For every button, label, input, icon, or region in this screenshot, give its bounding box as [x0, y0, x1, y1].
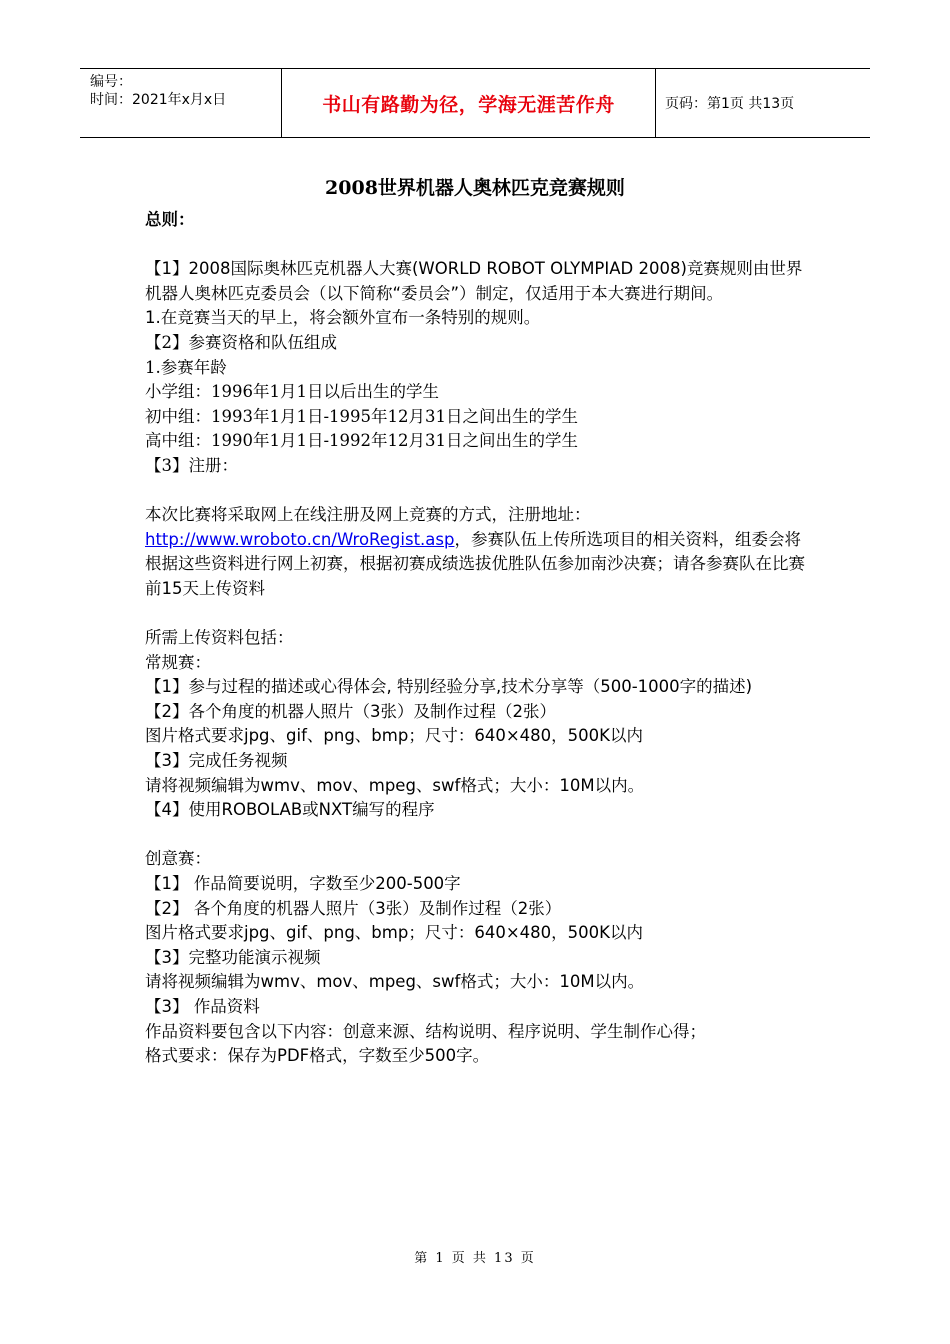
list-item: 请将视频编辑为wmv、mov、mpeg、swf格式；大小：10M以内。	[145, 972, 645, 992]
header-motto: 书山有路勤为径，学海无涯苦作舟	[322, 93, 615, 116]
list-item: 【2】各个角度的机器人照片（3张）及制作过程（2张）	[145, 701, 556, 721]
list-item: 【2】 各个角度的机器人照片（3张）及制作过程（2张）	[145, 898, 562, 918]
registration-heading: 【3】注册：	[145, 455, 238, 475]
list-item: 作品资料要包含以下内容：创意来源、结构说明、程序说明、学生制作心得；	[145, 1021, 706, 1041]
list-item: 【3】完整功能演示视频	[145, 947, 321, 967]
list-item: 【1】 作品简要说明，字数至少200-500字	[145, 874, 461, 894]
list-item: 【3】完成任务视频	[145, 751, 288, 771]
section-heading: 总则：	[145, 210, 195, 229]
page-footer: 第 1 页 共 13 页	[414, 1251, 536, 1266]
qualification-heading: 【2】参赛资格和队伍组成	[145, 332, 337, 352]
document-title: 2008世界机器人奥林匹克竞赛规则	[325, 177, 625, 199]
regular-heading: 常规赛：	[145, 652, 211, 672]
document-number-label: 编号：	[90, 74, 132, 90]
intro-paragraph: 【1】2008国际奥林匹克机器人大赛(WORLD ROBOT OLYMPIAD 2008)竞赛规则由世界机器人奥林匹克委员会（以下简称“委员会”）制定，仅适用于本大赛进行期间。	[145, 259, 803, 303]
header-meta	[80, 69, 280, 137]
rule-line: 1.在竞赛当天的早上，将会额外宣布一条特别的规则。	[145, 308, 541, 328]
creative-heading: 创意赛：	[145, 849, 211, 869]
upload-heading: 所需上传资料包括：	[145, 628, 294, 648]
primary-group: 小学组：1996年1月1日以后出生的学生	[145, 382, 439, 402]
junior-group: 初中组：1993年1月1日-1995年12月31日之间出生的学生	[145, 406, 579, 426]
list-item: 格式要求：保存为PDF格式，字数至少500字。	[145, 1046, 490, 1066]
document-body	[145, 208, 815, 1069]
document-date: 时间：2021年x月x日	[90, 92, 227, 108]
list-item: 图片格式要求jpg、gif、png、bmp；尺寸：640×480，500K以内	[145, 923, 643, 943]
registration-paragraph	[145, 503, 815, 601]
list-item: 【1】参与过程的描述或心得体会, 特别经验分享,技术分享等（500-1000字的描述)	[145, 677, 753, 697]
registration-text-before: 本次比赛将采取网上在线注册及网上竞赛的方式，注册地址：	[145, 505, 591, 525]
registration-text-after: ，参赛队伍上传所选项目的相关资料，组委会将根据这些资料进行网上初赛，根据初赛成绩选拔优胜队伍参加南沙决赛；请各参赛队在比赛前15天上传资料	[145, 529, 805, 598]
list-item: 图片格式要求jpg、gif、png、bmp；尺寸：640×480，500K以内	[145, 726, 643, 746]
list-item: 请将视频编辑为wmv、mov、mpeg、swf格式；大小：10M以内。	[145, 775, 645, 795]
registration-link[interactable]: http://www.wroboto.cn/WroRegist.asp	[145, 529, 455, 549]
senior-group: 高中组：1990年1月1日-1992年12月31日之间出生的学生	[145, 431, 579, 451]
list-item: 【3】 作品资料	[145, 997, 260, 1016]
age-heading: 1.参赛年龄	[145, 357, 227, 377]
page-header	[80, 68, 870, 138]
header-motto-cell	[281, 69, 656, 137]
header-page-info: 页码：第1页 共13页	[665, 96, 795, 112]
list-item: 【4】使用ROBOLAB或NXT编写的程序	[145, 800, 435, 820]
